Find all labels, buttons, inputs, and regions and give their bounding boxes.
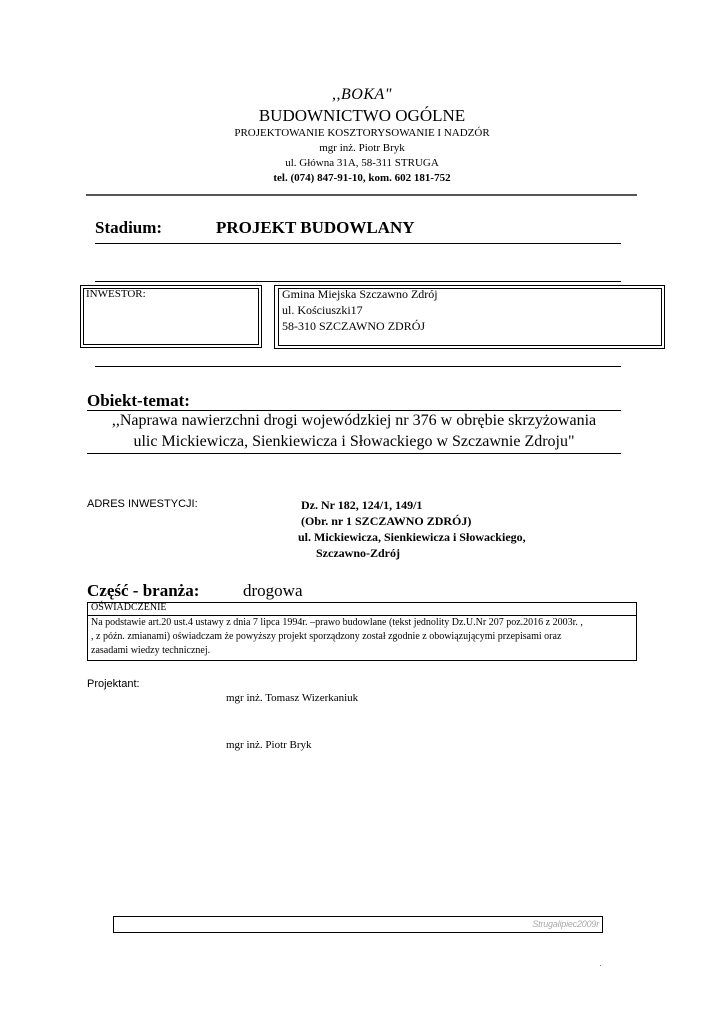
stage-value: PROJEKT BUDOWLANY [216, 218, 415, 237]
stage-label: Stadium: [95, 218, 163, 237]
object-line-2: ulic Mickiewicza, Sienkiewicza i Słowackiego w Szczawnie Zdroju" [133, 433, 575, 450]
investor-line-3: 58-310 SZCZAWNO ZDRÓJ [282, 319, 426, 333]
declaration-text-line-3: zasadami wiedzy technicznej. [91, 645, 211, 656]
company-engineer: mgr inż. Piotr Bryk [319, 142, 405, 154]
stage-divider [95, 281, 621, 282]
investment-address-line-2: (Obr. nr 1 SZCZAWNO ZDRÓJ) [301, 514, 472, 528]
company-phone: tel. (074) 847-91-10, kom. 602 181-752 [273, 172, 451, 184]
stage-underline [95, 243, 621, 244]
investment-address-line-3: ul. Mickiewicza, Sienkiewicza i Słowackiego, [298, 530, 526, 544]
object-line-1: ,,Naprawa nawierzchni drogi wojewódzkiej nr 376 w obrębie skrzyżowania [111, 412, 597, 429]
investor-line-2: ul. Kościuszki17 [282, 303, 363, 317]
object-bottomline [87, 453, 621, 454]
footer-stamp: Strugalipiec2009r [532, 919, 599, 929]
company-name: ,,BOKA" [332, 86, 392, 103]
branch-label: Część - branża: [87, 581, 200, 600]
object-topline [87, 410, 621, 411]
investor-label: INWESTOR: [86, 288, 146, 300]
designer-name-2: mgr inż. Piotr Bryk [226, 739, 312, 751]
declaration-title-divider [87, 615, 637, 616]
object-label: Obiekt-temat: [87, 391, 190, 410]
designer-label: Projektant: [87, 678, 140, 690]
company-type: BUDOWNICTWO OGÓLNE [258, 106, 466, 125]
declaration-text-line-2: , z późn. zmianami) oświadczam że powyższy projekt sporządzony został zgodnie z obowiązującymi przepisami oraz [91, 631, 562, 642]
declaration-text-line-1: Na podstawie art.20 ust.4 ustawy z dnia 7 lipca 1994r. –prawo budowlane (tekst jednolity Dz.U.Nr 207 poz.2016 z 2003r. , [91, 617, 583, 628]
declaration-title: OŚWIADCZENIE [91, 602, 167, 613]
investment-address-line-1: Dz. Nr 182, 124/1, 149/1 [301, 498, 423, 512]
investor-divider [95, 366, 621, 367]
company-address: ul. Główna 31A, 58-311 STRUGA [285, 157, 439, 169]
investment-address-line-4: Szczawno-Zdrój [316, 546, 400, 560]
investor-line-1: Gmina Miejska Szczawno Zdrój [282, 287, 438, 301]
investment-address-label: ADRES INWESTYCJI: [87, 498, 198, 510]
designer-name-1: mgr inż. Tomasz Wizerkaniuk [226, 692, 359, 704]
footer-dot [600, 965, 601, 966]
branch-value: drogowa [243, 581, 303, 600]
company-services: PROJEKTOWANIE KOSZTORYSOWANIE I NADZÓR [234, 127, 490, 139]
header-divider [86, 194, 637, 196]
